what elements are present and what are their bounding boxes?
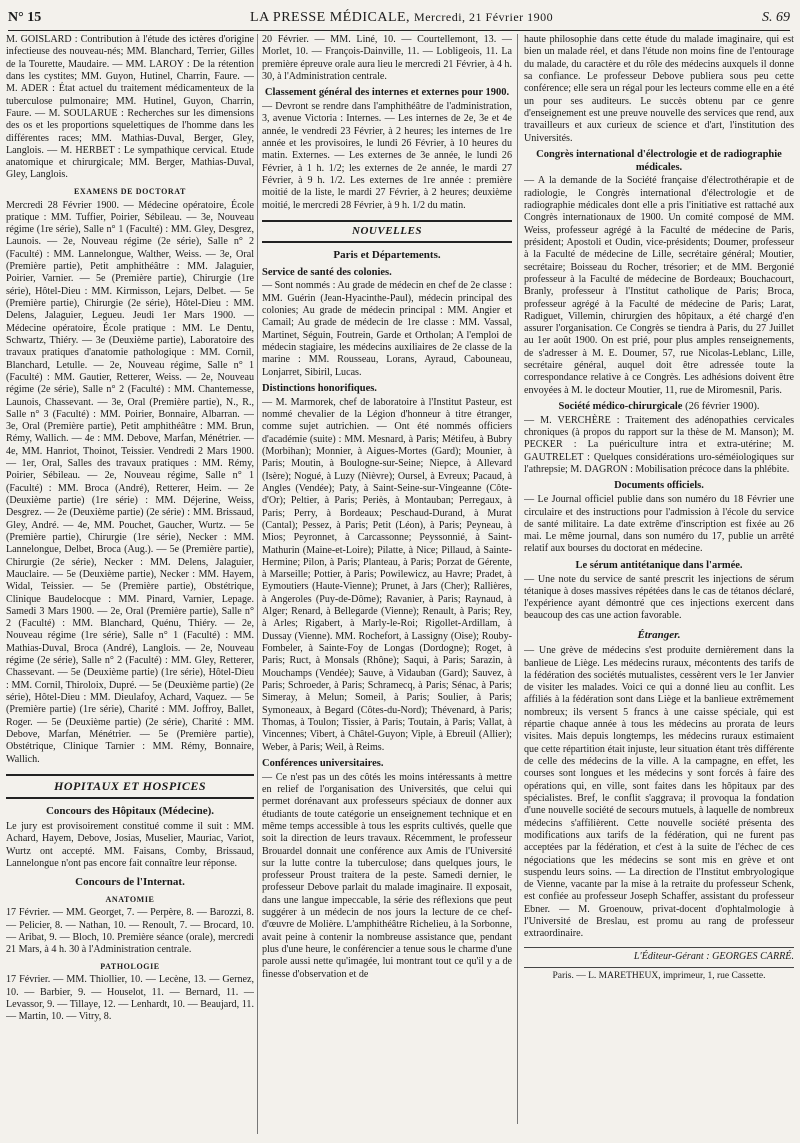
column-right: [524, 34, 794, 1124]
editor-credit: L'Éditeur-Gérant : GEORGES CARRÉ.: [524, 947, 794, 963]
documents-heading: Documents officiels.: [614, 480, 704, 492]
societe-date: (26 février 1900).: [685, 401, 760, 413]
conference-continuation: haute philosophie dans cette étude du malade imaginaire, qui est bien un malade réel, et dans l'étude non moins fine de l'entourage du malade, du caractère et du rôle des médecins auxquels il donne sa confiance. Le professeur Debove publiera sous peu cette conférence; elle sera un régal pour les lecteurs comme elle en a été un pour ses auditeurs. Le succès obtenu par ce genre d'enseignement est une preuve nouvelle des services que rend, aux travailleurs et aux curieux de science et d'art, l'institution des Universités.: [524, 34, 794, 144]
doctorat-heading: EXAMENS DE DOCTORAT: [73, 186, 186, 196]
conferences-heading: Conférences universitaires.: [262, 757, 384, 769]
internat-results: 20 Février. — MM. Liné, 10. — Courtellemont, 13. — Morlet, 10. — François-Dainville, 11. — Lobligeois, 11. La première épreuve orale aura lieu le mercredi 21 Février, à 4 h. 30, à l'Administration centrale.: [262, 34, 512, 82]
congres-text: — A la demande de la Société française d'électrothérapie et de radiologie, le Congrès international d'électrologie et de radiographie médicales dont elle a pris l'initiative est rattaché aux Congrès internationaux de 1900. Un comité composé de MM. Weiss, professeur agrégé à la Faculté de médecine de Paris, président; Apostoli et Oudin, vice-présidents; Doumer, professeur à la Faculté de médecine de Lille, secrétaire général; Moutier, secrétaire; Boisseau du Rocher, trésorier; et de MM. Bergonié professeur à la Faculté de médecine de Bordeaux; Bouchacourt, Branly, professeur à l'Institut catholique de Paris; Broca, professeur agrégé à la Faculté de médecine de Paris; Larat, Radiguet, Villemin, chirurgien des hôpitaux, a été chargé d'en assurer l'organisation. Ce Congrès se tiendra à Paris, du 27 Juillet au 1er août 1900. On est prié, pour plus amples renseignements, de s'adresser à M. E. Doumer, 57, rue Nicolas-Leblanc, Lille, secrétaire général, auquel doit être adressée toute la correspondance relative à ce Congrès. Les adhésions doivent être envoyées à M. le docteur Moutier, 11, rue de Miromesnil, Paris.: [524, 175, 794, 396]
journal-title: [250, 9, 553, 26]
hopitaux-heading: HOPITAUX ET HOSPICES: [6, 774, 254, 799]
paris-heading: Paris et Départements.: [333, 249, 441, 262]
concours-internat-heading: Concours de l'Internat.: [75, 876, 185, 889]
societe-name: Société médico-chirurgicale: [558, 401, 683, 413]
sante-heading: Service de santé des colonies.: [262, 266, 392, 278]
printer-credit: Paris. — L. MARETHEUX, imprimeur, 1, rue Cassette.: [524, 967, 794, 983]
classement-text: — Devront se rendre dans l'amphithéâtre de l'administration, 3, avenue Victoria : Internes. — Les internes de 2e, 3e et 4e année, le vendredi 23 Février, à 2 heures; les internes de 1re année et les provisoires, le lundi 26 Février, à 10 heures du matin. Externes. — Les externes de 3e année, le lundi 26 Février, à 1 h. 1/2; les externes de 2e année, le mardi 27 Février, à 9 h. 1/2. Les externes de 1re année : première moitié de la liste, le mardi 27 Février, à 2 heures; deuxième moitié, le mercredi 28 Février, à 9 h. 1/2 du matin.: [262, 101, 512, 211]
column-rule: [517, 34, 518, 1124]
serum-heading: Le sérum antitétanique dans l'armée.: [575, 559, 743, 571]
anatomie-text: 17 Février. — MM. Georget, 7. — Perpère, 8. — Barozzi, 8. — Pelicier, 8. — Nathan, 10. — Renoult, 7. — Brocard, 10. — Aribat, 9. — Bloch, 10. Première séance (orale), mercredi 21 Mars, à 4 h. 30 à l'Administration centrale.: [6, 907, 254, 956]
etranger-text: — Une grève de médecins s'est produite dernièrement dans la banlieue de Liège. Les médecins ruraux, mécontents des tarifs de la fédération des sociétés mutualistes, cessèrent vers le 1er Janvier de visiter les malades. Voici ce qui a donné lieu au conflit. Les affiliés à la fédération sont dans Liège et la banlieue extrêmement nombreux; ils versent 5 francs à une caisse spéciale, qui est répartie chaque année à tous les médecins au prorata de leurs visites. Mais depuis longtemps, les médecins ruraux estimaient que cette répartition était injuste, leur situation étant très différente de celle des médecins de la ville. A la campagne, en effet, les courses sont longues et les médecins y sont forcés à faire des opérations qui, en ville, sont faites dans les hôpitaux par des spécialistes. Bref, le conflit s'aggrava; il provoqua la fondation d'une nouvelle société de secours mutuels, à laquelle de nombreux médecins s'affilièrent. Cette nouvelle société présenta des modifications aux tarifs de la fédération, qui ne furent pas acceptées par la fédération, et c'est à la suite de l'échec de ces négociations que les médecins se sont mis en grève et ont suspendu leurs soins. — La direction de l'Institut embryologique de Vienne, vacante par la mise à la retraite du professeur Schenk, est confiée au professeur Joseph Schaffer, assistant du professeur Ebner. — M. Groenouw, privat-docent d'ophtalmologie à l'Université de Breslau, est promu au rang de professeur extraordinaire.: [524, 645, 794, 940]
doctorat-text: Mercredi 28 Février 1900. — Médecine opératoire, École pratique : MM. Tuffier, Poirier, Sébileau. — 3e, Nouveau régime (1re série), Salle n° 1 (Faculté) : MM. Gley, Desgrez, Launois. — 2e, Nouveau régime (2e série), Salle n° 2 (Faculté) : MM. Lannelongue, Walther, Weiss. — 3e, Oral (Première partie), Petit amphithéâtre : MM. Jalaguier, Poirier, Varnier. — 5e (Première partie), Chirurgie (1re série), Hôtel-Dieu : MM. Kirmisson, Lejars, Delbet. — 5e (Première partie), Chirurgie (2e série), Hôtel-Dieu : MM. Delens, Jalaguier, Legueu. Jeudi 1er Mars 1900. — Médecine opératoire, École pratique : MM. Le Dentu, Schwartz, Thiéry. — 3e (Deuxième partie), Laboratoire des travaux pratiques d'anatomie pathologique : MM. Cornil, Blanchard, Letulle. — 2e, Nouveau régime, Salle n° 1 (Faculté) : MM. Gautier, Retterer, Weiss. — 2e, Nouveau régime (2e série), Salle n° 2 (Faculté) : MM. Chantemesse, Launois, Chassevant. — 3e, Oral (Première partie), N., R., Salle n° 3 (Faculté) : MM. Poirier, Bonnaire, Albarran. — 3e, Oral (Première partie), Petit amphithéâtre : MM. Brun, Rémy, Wallich. — 4e : MM. Debove, Marfan, Ménétrier. — 4e, MM. Hanriot, Thoinot, Teissier. Vendredi 2 Mars 1900. — 1er, Oral, Salles des travaux pratiques : MM. Rémy, Poirier, Sébileau. — 2e, Nouveau régime, Salle n° 1 (Faculté) : MM. Broca (André), Retterer, Heim. — 2e (Deuxième partie) (1re série) : MM. Déjerine, Weiss, Desgrez. — 2e (Deuxième partie) (2e série) : MM. Brissaud, Gley, André. — 4e, MM. Pouchet, Gaucher, Wurtz. — 5e (Première partie), Chirurgie (1re série), Necker : MM. Lannelongue, Delbet, Broca (Aug.). — 5e (Première partie), Chirurgie (2e série), Necker : MM. Delens, Jalaguier, Mauclaire. — 5e (Deuxième partie), Necker : MM. Hayem, Widal, Teissier. — 5e (Première partie), Obstétrique, Clinique Baudelocque : MM. Pinard, Varnier, Lepage. Samedi 3 Mars 1900. — 2e, Oral (Première partie), Salle n° 2 (Faculté) : MM. Blanchard, Quénu, Thiéry. — 2e, Nouveau régime (1re série), Salle n° 1 (Faculté) : MM. Mathias-Duval, Broca (André), Langlois. — 2e, Nouveau régime (2e série), Salle n° 2 (Faculté) : MM. Gley, Retterer, Chassevant. — 5e (Deuxième partie) (1re série), Hôtel-Dieu : MM. Cornil, Thiroloix, Dupré. — 5e (Deuxième partie) (2e série), Hôtel-Dieu : MM. Dieulafoy, Achard, Vaquez. — 5e (Première partie) (1re série), Charité : MM. Joffroy, Ballet, Roger. — 5e (Deuxième partie) (2e série), Charité : MM. Debove, Marfan, Ménétrier. — 5e (Première partie), Obstétrique, Clinique Tarnier : MM. Rémy, Bonnaire, Wallich.: [6, 199, 254, 765]
conferences-text: — Ce n'est pas un des côtés les moins intéressants à mettre en relief de l'organisation des Universités, que celui qui permet dorénavant aux professeurs spéciaux de donner aux étudiants de toute catégorie un enseignement technique et en même temps accessible à tous les esprits cultivés, quelle que soit la direction de leurs travaux. Récemment, le professeur Brouardel donnait une conférence aux Amis de l'Université sur la lutte contre la tuberculose; dans quelques jours, le professeur Proust traitera de la peste. Samedi dernier, le professeur Debove parlait du malade imaginaire. Il exposait, dans une langue impeccable, la série des réflexions que peut suggérer à un médecin de nos jours la lecture de ce chef-d'œuvre de Molière. L'amphithéâtre Richelieu, à la Sorbonne, avait peine à contenir la nombreuse assistance que, pendant plus d'une heure, le conférencier a tenue sous le charme d'une parole aussi nette qu'imagée, lui montrant tout ce qu'il y a de finesse d'observation et de: [262, 771, 512, 980]
pathologie-heading: PATHOLOGIE: [100, 961, 160, 971]
concours-hopitaux-text: Le jury est provisoirement constitué comme il suit : MM. Achard, Hayem, Debove, Josias, Muselier, Mauriac, Variot, Wurtz ont accepté. MM. Faisans, Comby, Brissaud, Lannelongue n'ont pas encore fait connaître leur réponse.: [6, 820, 254, 869]
distinctions-text: — M. Marmorek, chef de laboratoire à l'Institut Pasteur, est nommé chevalier de la Légion d'honneur à titre étranger, comme sujet autrichien. — Ont été nommés officiers d'académie (suite) : MM. Mesnard, à Paris; Métifeu, à Bubry (Morbihan); Monnier, à Aigues-Mortes (Gard); Mounier, à Paris; Moutin, à Boulogne-sur-Seine; Niepce, à Allevard (Isère); Nogué, à Luzy (Nièvre); Oursel, à Evreux; Pacaud, à Angles (Vendée); Paty, à Saint-Seine-sur-Vingeanne (Côte-d'Or); Peltier, à Paris; Periès, à Montauban; Perregaux, à Paris; Perry, à Bordeaux; Peschaud-Durand, à Murat (Cantal); Pessez, à Paris; Petit (Léon), à Paris; Peyneau, à Mios; Peyronnet, à Carcassonne; Peyssonnié, à Saint-Mathurin (Maine-et-Loire); Pilatte, à Nice; Pillaud, à Sainte-Hermine; Pilon, à Paris; Planteau, à Paris; Porzat de Gérente, à Marseille; Pottier, à Paris; Powilewicz, au Havre; Pradet, à Eymoutiers (Haute-Vienne); Prunet, à Jars (Cher); Rallières, à Angeroles (Puy-de-Dôme); Ravanier, à Paris; Raynaud, à Alger; Renard, à Bellegarde (Vienne); Renault, à Paris; Rey, à Arles; Rigabert, à Marly-le-Roi; Rigollet-Ardillam, à Dussay (Vienne). MM. Rochefort, à Lassigny (Oise); Rouby-Fombeler, à Sainte-Foy de Longas (Dordogne); Roget, à Paris; Ruct, à Monsals (Rhône); Saqui, à Paris; Sarazin, à Mouchamps (Vendée); Sauve, à Vidauban (Gard); Sauvez, à Paris; Schroeder, à Paris; Schramecq, à Paris; Sénac, à Paris; Simeray, à Melun; Someil, à Paris; Soulier, à Paris; Symoneaux, à Begard (Côtes-du-Nord); Thévenard, à Paris; Thomas, à Toulon; Tissier, à Paris; Toutain, à Paris; Vallat, à Vincennes; Vibert, à Châtel-Guyon; Viple, à Ebreuil (Allier); Weber, à Paris; Weil, à Reims.: [262, 396, 512, 753]
congres-heading: Congrès international d'électrologie et de radiographie médicales.: [536, 148, 782, 173]
nouvelles-heading: NOUVELLES: [262, 220, 512, 243]
societe-text: — M. VERCHÈRE : Traitement des adénopathies cervicales chroniques (à propos du rapport sur la thèse de M. Manson); M. PECKER : La puériculture intra et extra-utérine; M. GAUTRELET : Quelques considérations uro-séméiologiques sur l'athrepsie; M. DAGRON : Mobilisation précoce dans la phlébite.: [524, 414, 794, 476]
page-number: S. 69: [762, 10, 790, 26]
issue-date: Mercredi, 21 Février 1900: [414, 10, 554, 25]
journal-name: LA PRESSE MÉDICALE,: [250, 10, 411, 26]
page-header: [8, 6, 790, 31]
issue-number: N° 15: [8, 10, 42, 26]
column-left: [6, 34, 254, 1134]
societe-heading: [524, 401, 794, 414]
etranger-heading: Étranger.: [637, 628, 681, 641]
documents-text: — Le Journal officiel publie dans son numéro du 18 Février une circulaire et des instructions pour l'admission à l'école du service de santé militaire. La date extrême d'inscription est fixée au 26 mai. Le même journal, dans son numéro du 17, publie un arrêté relatif aux bourses du doctorat en médecine.: [524, 494, 794, 555]
pathologie-text: 17 Février. — MM. Thiollier, 10. — Lecène, 13. — Gernez, 10. — Barbier, 9. — Houselot, 11. — Bernard, 11. — Levassor, 9. — Tillaye, 12. — Lenhardt, 10. — Beaujard, 11. — Martin, 10. — Vitry, 8.: [6, 974, 254, 1023]
column-rule: [257, 34, 258, 1134]
anatomie-heading: ANATOMIE: [105, 894, 155, 904]
classement-heading: Classement général des internes et externes pour 1900.: [264, 87, 510, 99]
thesis-list: M. GOISLARD : Contribution à l'étude des ictères d'origine infectieuse des nouveau-nés; MM. Blanchard, Terrier, Gilles de la Tourette, Maudaire. — MM. LAROY : De la rétention dans les cystites; MM. Guyon, Hutinel, Charrin, Faure. — M. ADER : État actuel du traitement médicamenteux de la tuberculose pulmonaire; MM. Hutinel, Guyon, Charrin, Faure. — M. SOULARUE : Recherches sur les dimensions des os et les proportions squelettiques de l'homme dans les différentes races; MM. Mathias-Duval, Berger, Gley, Langlois. — M. HERBET : Le sympathique cervical. Etude anatomique et chirurgicale; MM. Berger, Mathias-Duval, Gley, Langlois.: [6, 34, 254, 181]
serum-text: — Une note du service de santé prescrit les injections de sérum tétanique à doses massives répétées dans le cas de tétanos déclaré, l'expérience ayant démontré que ces injections exercent dans beaucoup des cas une action favorable.: [524, 573, 794, 622]
concours-hopitaux-heading: Concours des Hôpitaux (Médecine).: [45, 804, 215, 817]
distinctions-heading: Distinctions honorifiques.: [262, 382, 377, 394]
sante-text: — Sont nommés : Au grade de médecin en chef de 2e classe : MM. Guérin (Jean-Hyacinthe-Paul), médecin principal des colonies; Au grade de médecin principal : MM. Angier et Camail; Au grade de médecin de 1re classe : MM. Vassal, Martinet, Séguin, Foutrein, Garde et Ortholan; A l'emploi de médecin stagiaire, les médecins auxiliaires de 2e classe de la marine : MM. Rousseau, Lorans, Ayraud, Cabouneau, Lonjarret, Sibiril, Lucas.: [262, 280, 512, 378]
column-middle: [262, 34, 512, 1124]
